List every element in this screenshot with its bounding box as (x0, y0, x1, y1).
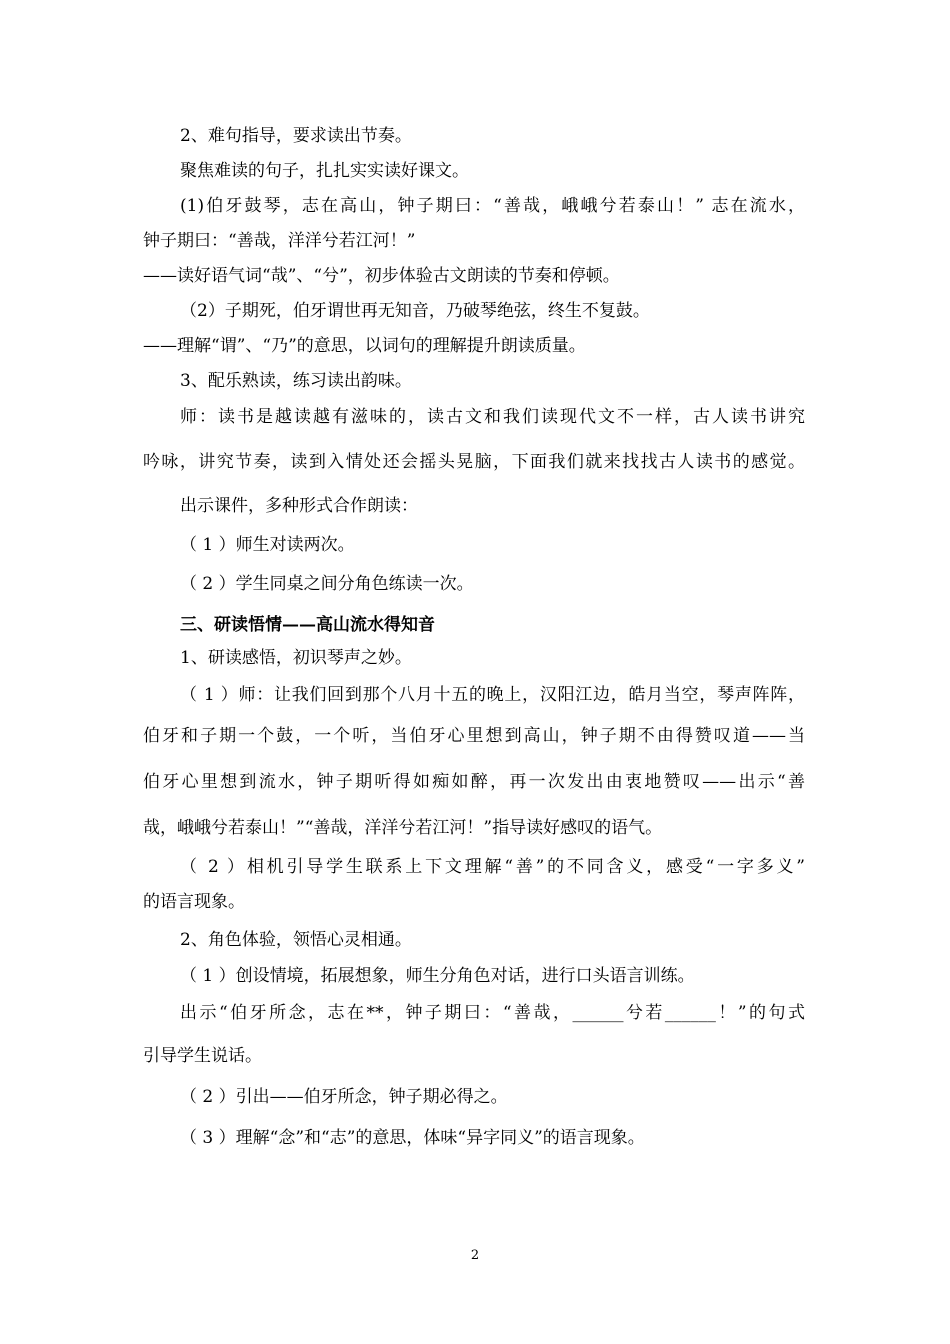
paragraph-line: （2）子期死，伯牙谓世再无知音，乃破琴绝弦，终生不复鼓。 (180, 301, 650, 321)
paragraph-line: （ 2 ）引出——伯牙所念，钟子期必得之。 (180, 1087, 508, 1107)
paragraph-line: (1)伯牙鼓琴，志在高山，钟子期曰：“善哉，峨峨兮若泰山！” 志在流水， (180, 196, 805, 216)
paragraph-line: （ 1 ）创设情境，拓展想象，师生分角色对话，进行口头语言训练。 (180, 966, 695, 986)
paragraph-line: （ 1 ）师生对读两次。 (180, 535, 355, 555)
paragraph-line: 聚焦难读的句子，扎扎实实读好课文。 (180, 161, 469, 181)
page-number: 2 (470, 1248, 480, 1263)
paragraph-line: 伯牙和子期一个鼓，一个听，当伯牙心里想到高山，钟子期不由得赞叹道——当 (143, 726, 805, 746)
paragraph-line: 出示课件，多种形式合作朗读： (180, 496, 418, 516)
paragraph-line: 伯牙心里想到流水，钟子期听得如痴如醉，再一次发出由衷地赞叹——出示“善 (143, 772, 805, 792)
paragraph-line: （ 2 ）相机引导学生联系上下文理解“善”的不同含义，感受“一字多义” (180, 857, 805, 877)
paragraph-line: 引导学生说话。 (143, 1046, 262, 1066)
section-heading: 三、研读悟情——高山流水得知音 (180, 615, 435, 635)
paragraph-line: （ 1 ）师：让我们回到那个八月十五的晚上，汉阳江边，皓月当空，琴声阵阵， (180, 685, 805, 705)
paragraph-line: 2、角色体验，领悟心灵相通。 (180, 930, 412, 950)
paragraph-line: ——读好语气词“哉”、“兮”，初步体验古文朗读的节奏和停顿。 (143, 266, 620, 286)
paragraph-line: 2、难句指导，要求读出节奏。 (180, 126, 412, 146)
paragraph-line: 3、配乐熟读，练习读出韵味。 (180, 371, 412, 391)
paragraph-line: 1、研读感悟，初识琴声之妙。 (180, 648, 412, 668)
paragraph-line: 吟咏，讲究节奏，读到入情处还会摇头晃脑，下面我们就来找找古人读书的感觉。 (143, 452, 805, 472)
paragraph-line: ——理解“谓”、“乃”的意思，以词句的理解提升朗读质量。 (143, 336, 586, 356)
paragraph-line: 钟子期曰：“善哉，洋洋兮若江河！” (143, 231, 416, 251)
paragraph-line: 哉，峨峨兮若泰山！”“善哉，洋洋兮若江河！”指导读好感叹的语气。 (143, 818, 663, 838)
paragraph-line: （ 3 ）理解“念”和“志”的意思，体味“异字同义”的语言现象。 (180, 1128, 645, 1148)
paragraph-line: （ 2 ）学生同桌之间分角色练读一次。 (180, 574, 474, 594)
paragraph-line: 的语言现象。 (143, 892, 245, 912)
paragraph-line: 师：读书是越读越有滋味的，读古文和我们读现代文不一样，古人读书讲究 (180, 407, 805, 427)
paragraph-line: 出示“伯牙所念，志在**，钟子期曰：“善哉，______兮若______！”的句式 (180, 1003, 805, 1023)
